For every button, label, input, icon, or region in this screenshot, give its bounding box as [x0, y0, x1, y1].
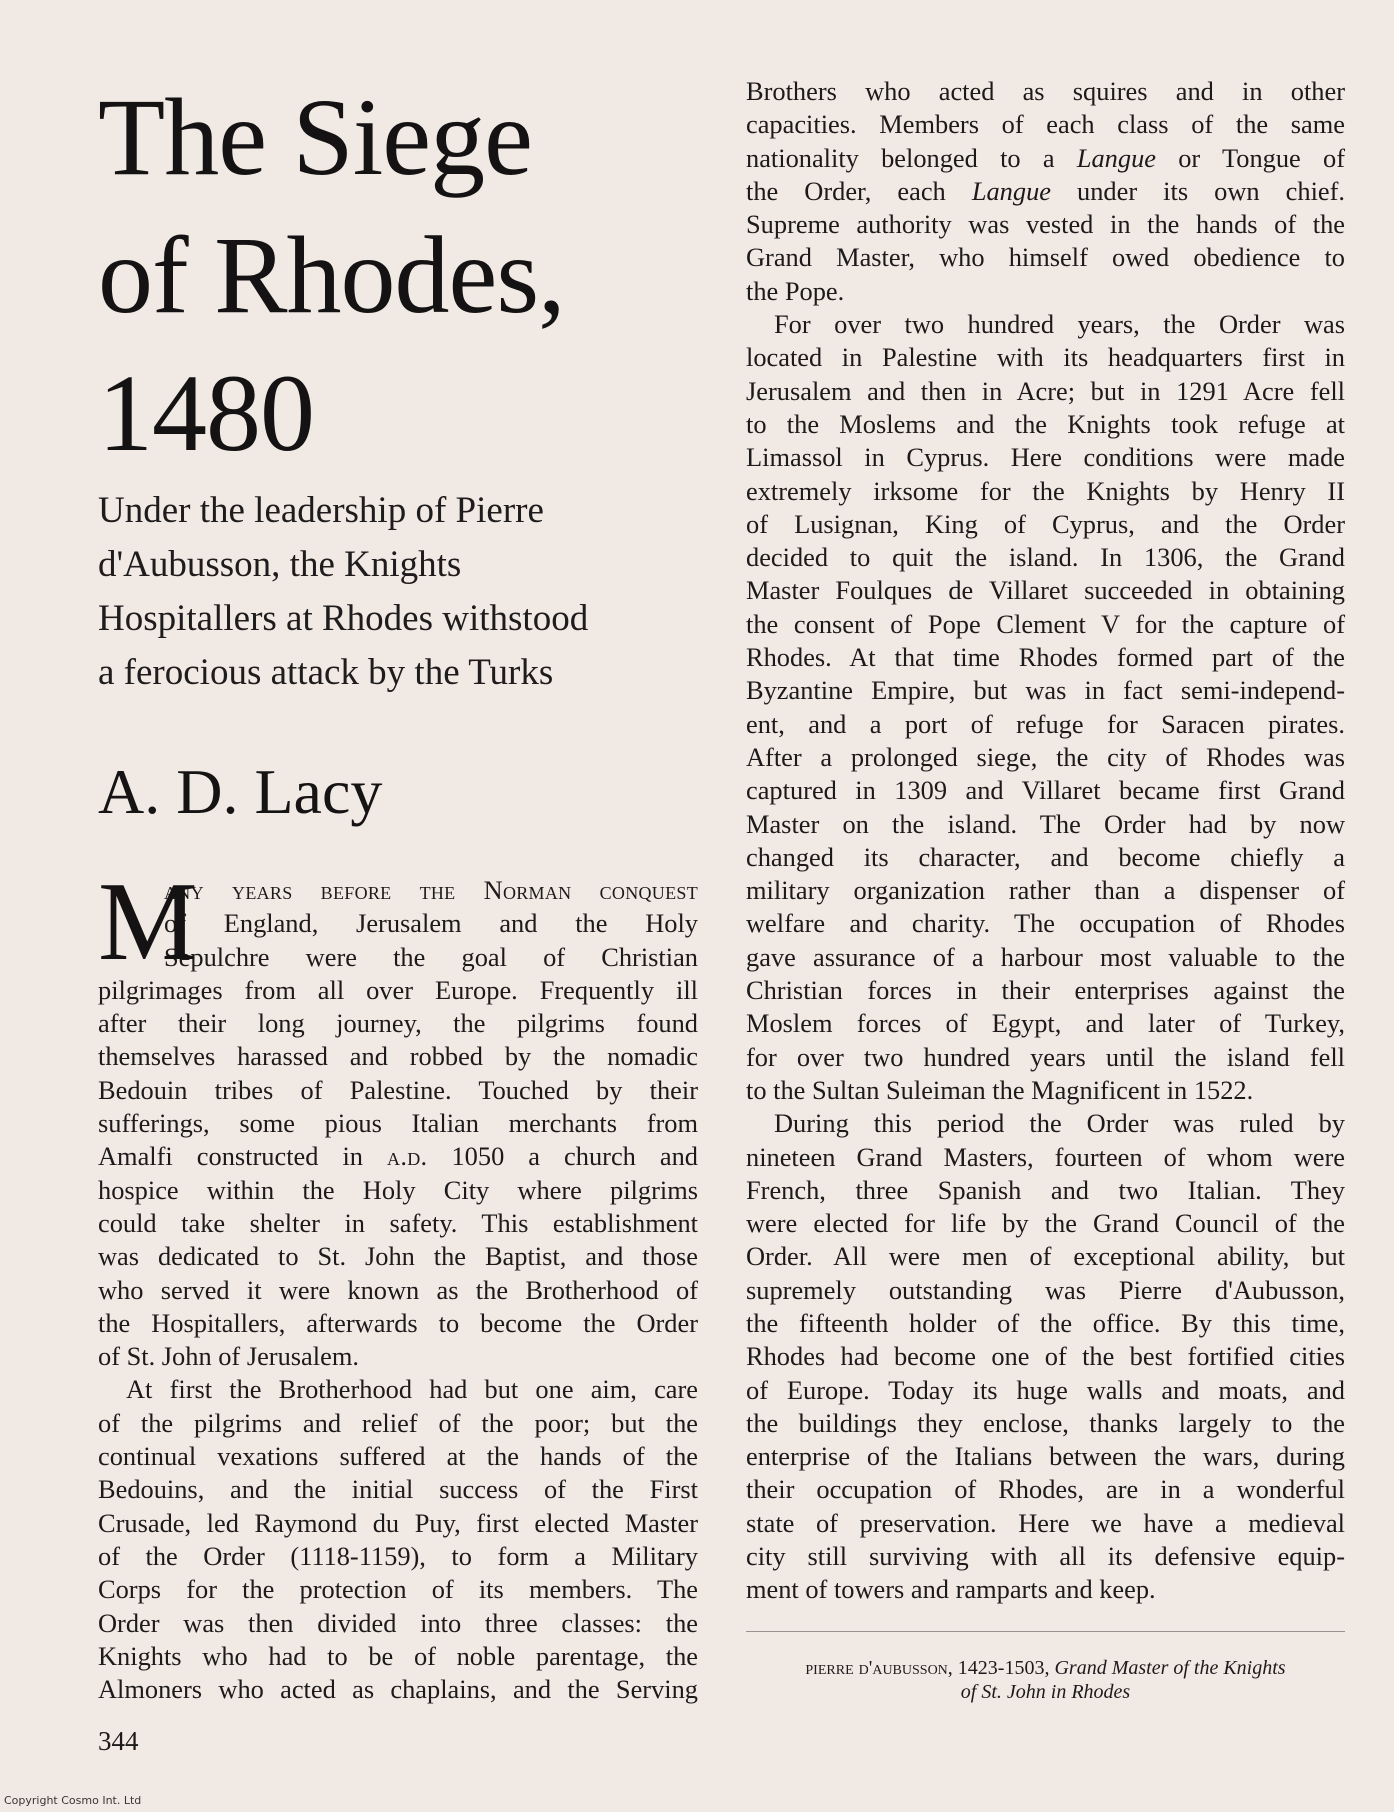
- subtitle-line: d'Aubusson, the Knights: [98, 544, 462, 585]
- drop-cap: M: [98, 860, 198, 984]
- text-line: captured in 1309 and Villaret became first Grand: [746, 775, 1345, 806]
- text-line: Moslem forces of Egypt, and later of Turkey,: [746, 1008, 1345, 1039]
- text-line: Supreme authority was vested in the hands of the: [746, 209, 1345, 240]
- text-line: of Lusignan, King of Cyprus, and the Order: [746, 508, 1345, 539]
- text-line: were elected for life by the Grand Council of the: [746, 1208, 1345, 1239]
- text-line: was dedicated to St. John the Baptist, and those: [98, 1241, 698, 1272]
- text-line: to the Moslems and the Knights took refuge at: [746, 408, 1345, 439]
- image-caption: [746, 1656, 1345, 1704]
- text-line: city still surviving with all its defensive equip-: [746, 1541, 1345, 1572]
- text-line: of Europe. Today its huge walls and moats, and: [746, 1374, 1345, 1405]
- text-line: ent, and a port of refuge for Saracen pirates.: [746, 708, 1345, 739]
- text-line: sufferings, some pious Italian merchants from: [98, 1108, 698, 1139]
- text-line: continual vexations suffered at the hands of the: [98, 1441, 698, 1472]
- text-line: the consent of Pope Clement V for the capture of: [746, 608, 1345, 639]
- text-line: Limassol in Cyprus. Here conditions were made: [746, 442, 1345, 473]
- text-line: Order. All were men of exceptional ability, but: [746, 1241, 1345, 1272]
- text-line: changed its character, and become chiefly a: [746, 841, 1345, 872]
- caption-italic-2: of St. John in Rhodes: [960, 1681, 1131, 1703]
- text-line: supremely outstanding was Pierre d'Aubusson,: [746, 1274, 1345, 1305]
- text-line: Crusade, led Raymond du Puy, first elected Master: [98, 1507, 698, 1538]
- body-column-right: [746, 75, 1345, 1607]
- caption-divider: [746, 1631, 1345, 1632]
- author-byline: A. D. Lacy: [98, 756, 383, 827]
- text-line: Knights who had to be of noble parentage, the: [98, 1640, 698, 1671]
- text-line: to the Sultan Suleiman the Magnificent in 1522.: [746, 1074, 1254, 1105]
- text-line: nationality belonged to a Langue or Tongue of: [746, 142, 1345, 173]
- text-line: themselves harassed and robbed by the nomadic: [98, 1041, 698, 1072]
- caption-name: pierre d'aubusson, 1423-1503,: [805, 1657, 1050, 1679]
- article-title: [98, 68, 658, 482]
- text-line: nineteen Grand Masters, fourteen of whom were: [746, 1141, 1345, 1172]
- text-line: of the pilgrims and relief of the poor; but the: [98, 1407, 698, 1438]
- text-line: for over two hundred years until the island fell: [746, 1041, 1345, 1072]
- text-line: enterprise of the Italians between the wars, during: [746, 1441, 1345, 1472]
- subtitle-line: a ferocious attack by the Turks: [98, 652, 554, 693]
- opening-lines: [98, 860, 698, 984]
- text-line: extremely irksome for the Knights by Henry II: [746, 475, 1345, 506]
- text-line: the Hospitallers, afterwards to become the Order: [98, 1307, 698, 1338]
- text-line: Corps for the protection of its members. The: [98, 1574, 698, 1605]
- text-line: French, three Spanish and two Italian. They: [746, 1174, 1345, 1205]
- text-line: pilgrimages from all over Europe. Frequently ill: [98, 974, 698, 1005]
- text-line: hospice within the Holy City where pilgrims: [98, 1174, 698, 1205]
- text-line: Master on the island. The Order had by now: [746, 808, 1345, 839]
- article-subtitle: [98, 484, 678, 700]
- text-line: of the Order (1118-1159), to form a Military: [98, 1540, 698, 1571]
- text-line: the Pope.: [746, 275, 845, 306]
- text-line: Sepulchre were the goal of Christian: [164, 941, 698, 972]
- text-line: welfare and charity. The occupation of Rhodes: [746, 908, 1345, 939]
- text-line: Rhodes had become one of the best fortified cities: [746, 1341, 1345, 1372]
- text-line: Grand Master, who himself owed obedience to: [746, 242, 1345, 273]
- text-line: who served it were known as the Brotherhood of: [98, 1274, 698, 1305]
- paragraph: [98, 1373, 698, 1706]
- text-line: gave assurance of a harbour most valuable to the: [746, 941, 1345, 972]
- caption-italic-1: Grand Master of the Knights: [1054, 1657, 1286, 1679]
- text-line: after their long journey, the pilgrims found: [98, 1008, 698, 1039]
- text-line: could take shelter in safety. This establishment: [98, 1207, 698, 1238]
- text-line: ment of towers and ramparts and keep.: [746, 1574, 1156, 1605]
- title-line: 1480: [98, 352, 314, 474]
- text-line: the buildings they enclose, thanks largely to the: [746, 1407, 1345, 1438]
- text-line: capacities. Members of each class of the same: [746, 109, 1345, 140]
- paragraph: [746, 308, 1345, 1107]
- text-line: Christian forces in their enterprises against the: [746, 975, 1345, 1006]
- text-line: the fifteenth holder of the office. By this time,: [746, 1307, 1345, 1338]
- text-line: Jerusalem and then in Acre; but in 1291 Acre fell: [746, 375, 1345, 406]
- text-line: Brothers who acted as squires and in other: [746, 76, 1345, 106]
- text-line: Bedouins, and the initial success of the First: [98, 1474, 698, 1505]
- text-line: Rhodes. At that time Rhodes formed part of the: [746, 642, 1345, 673]
- text-line: Master Foulques de Villaret succeeded in obtaining: [746, 575, 1345, 606]
- text-line: During this period the Order was ruled by: [774, 1108, 1345, 1139]
- text-line: of St. John of Jerusalem.: [98, 1341, 359, 1372]
- text-line: of England, Jerusalem and the Holy: [164, 908, 698, 939]
- text-line: After a prolonged siege, the city of Rhodes was: [746, 741, 1345, 772]
- title-line: of Rhodes,: [98, 214, 565, 336]
- text-line: their occupation of Rhodes, are in a wonderful: [746, 1474, 1345, 1505]
- text-line: Byzantine Empire, but was in fact semi-independ-: [746, 675, 1345, 706]
- text-line: the Order, each Langue under its own chief.: [746, 175, 1345, 206]
- subtitle-line: Under the leadership of Pierre: [98, 490, 544, 531]
- page-number: 344: [98, 1726, 139, 1756]
- paragraph: [746, 75, 1345, 308]
- text-line: At first the Brotherhood had but one aim, care: [126, 1374, 698, 1405]
- text-line: military organization rather than a dispenser of: [746, 875, 1345, 906]
- text-line: decided to quit the island. In 1306, the Grand: [746, 542, 1345, 573]
- text-line: located in Palestine with its headquarters first in: [746, 342, 1345, 373]
- text-line: Order was then divided into three classes: the: [98, 1607, 698, 1638]
- text-line: Bedouin tribes of Palestine. Touched by their: [98, 1074, 698, 1105]
- paragraph: [746, 1107, 1345, 1606]
- text-line: Amalfi constructed in a.d. 1050 a church and: [98, 1141, 699, 1172]
- text-line: state of preservation. Here we have a medieval: [746, 1507, 1345, 1538]
- subtitle-line: Hospitallers at Rhodes withstood: [98, 598, 589, 639]
- paragraph: [98, 974, 698, 1374]
- text-line: Almoners who acted as chaplains, and the Serving: [98, 1674, 698, 1705]
- body-column-left: [98, 860, 699, 1706]
- copyright-watermark: Copyright Cosmo Int. Ltd: [4, 1794, 142, 1807]
- title-line: The Siege: [98, 76, 532, 198]
- text-line: For over two hundred years, the Order was: [774, 309, 1345, 340]
- text-line: any years before the Norman conquest: [164, 875, 698, 905]
